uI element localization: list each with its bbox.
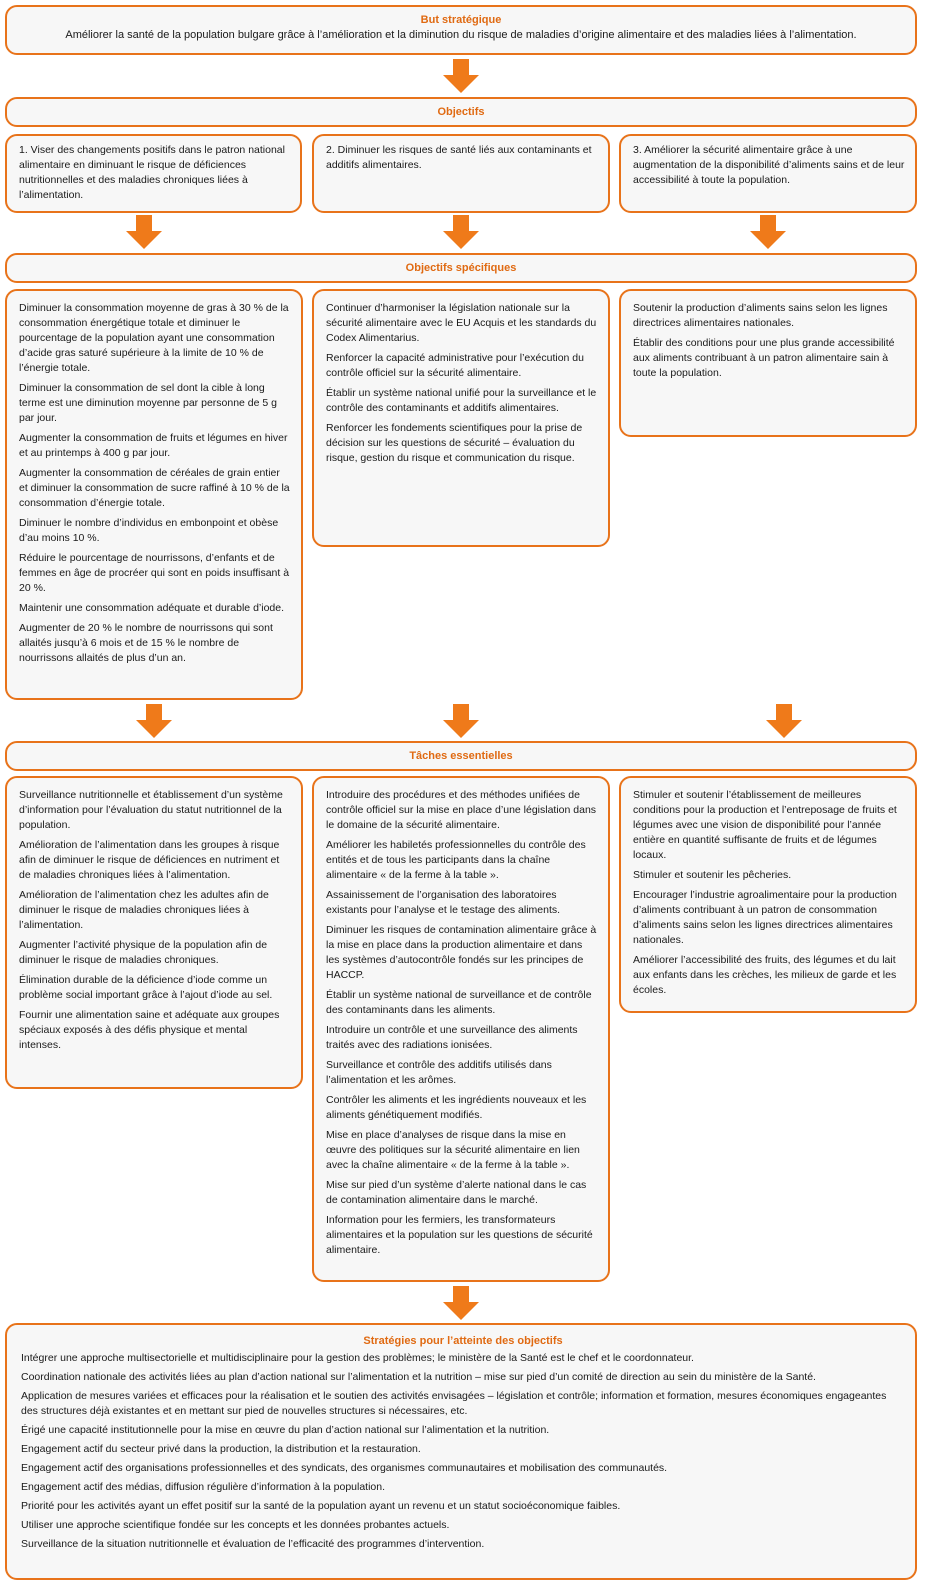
essential-task-item: Encourager l’industrie agroalimentaire pour la production d’aliments contribuant à un patron de consommation d’aliments sains selon les lignes directrices alimentaires nationales. [633,889,897,946]
essential-task-item: Amélioration de l’alimentation dans les groupes à risque afin de diminuer le risque de déficiences en nutriment et de maladies chroniques liées à l’alimentation. [19,839,280,881]
objective-text: 1. Viser des changements positifs dans le patron national alimentaire en diminuant le risque de déficiences nutritionnelles et des maladies chroniques liées à l’alimentation. [19,144,285,201]
down-arrow-icon [766,704,802,738]
strategy-item: Coordination nationale des activités liées au plan d’action national sur l’alimentation et la nutrition – mise sur pied d’un comité de direction au sein du ministère de la Santé. [21,1371,816,1383]
specific-objective-item: Établir des conditions pour une plus grande accessibilité aux aliments contribuant à un patron alimentaire sain à toute la population. [633,337,895,379]
specific-objective-item: Maintenir une consommation adéquate et durable d’iode. [19,602,285,614]
specific-objective-item: Diminuer la consommation moyenne de gras à 30 % de la consommation énergétique totale et diminuer le pourcentage de la population ayant une consommation d’acide gras saturé supérieure à la limite de 10 % de l’énergie totale. [19,302,289,374]
goal-box [5,5,917,55]
essential-task-item: Améliorer l’accessibilité des fruits, des légumes et du lait aux enfants dans les crèches, les milieux de garde et les écoles. [633,954,897,996]
objectives-title: Objectifs [437,106,485,118]
down-arrow-icon [443,215,479,249]
goal-title: But stratégique [420,14,502,26]
specific-objective-item: Soutenir la production d’aliments sains selon les lignes directrices alimentaires nationales. [633,302,888,329]
strategy-item: Priorité pour les activités ayant un effet positif sur la santé de la population ayant un revenu et un statut socioéconomique faibles. [21,1500,621,1512]
specific-objective-item: Établir un système national unifié pour la surveillance et le contrôle des contaminants et additifs alimentaires. [326,387,597,414]
objective-box [619,134,917,213]
specific-objective-item: Continuer d’harmoniser la législation nationale sur la sécurité alimentaire avec le EU Acquis et les standards du Codex Alimentarius. [326,302,597,344]
strategy-item: Surveillance de la situation nutritionnelle et évaluation de l’efficacité des programmes d’intervention. [21,1538,485,1550]
strategy-item: Engagement actif des médias, diffusion régulière d’information à la population. [21,1481,386,1493]
essential-task-item: Contrôler les aliments et les ingrédients nouveaux et les aliments génétiquement modifiés. [326,1094,587,1121]
essential-task-item: Établir un système national de surveillance et de contrôle des contaminants dans les aliments. [326,989,592,1016]
essential-task-item: Stimuler et soutenir les pêcheries. [633,869,792,881]
objective-text: 2. Diminuer les risques de santé liés aux contaminants et additifs alimentaires. [326,144,592,171]
specific-objective-item: Augmenter de 20 % le nombre de nourrissons qui sont allaités jusqu’à 6 mois et de 15 % le nombre de nourrissons allaités de plus d’un an. [19,622,273,664]
down-arrow-icon [443,1286,479,1320]
essential-tasks-header [5,741,917,771]
specific-objective-item: Augmenter la consommation de céréales de grain entier et diminuer la consommation de sucre raffiné à 10 % de la consommation d’énergie totale. [19,467,290,509]
essential-task-item: Stimuler et soutenir l’établissement de meilleures conditions pour la production et l’entreposage de fruits et légumes avec une vision de disponibilité pour l’année entière en quantité suffisante de fruits et de légumes locaux. [633,789,897,861]
objective-box [5,134,302,213]
objectives-header [5,97,917,127]
essential-task-item: Mise sur pied d’un système d’alerte national dans le cas de contamination alimentaire dans le marché. [326,1179,587,1206]
essential-task-item: Assainissement de l’organisation des laboratoires existants pour l’analyse et le testage des aliments. [326,889,561,916]
specific-objective-item: Diminuer la consommation de sel dont la cible à long terme est une diminution moyenne par personne de 5 g par jour. [19,382,277,424]
essential-task-item: Augmenter l’activité physique de la population afin de diminuer le risque de maladies chroniques. [19,939,268,966]
strategy-item: Utiliser une approche scientifique fondée sur les concepts et les données probantes actuels. [21,1519,450,1531]
essential-task-item: Introduire un contrôle et une surveillance des aliments traités avec des radiations ionisées. [326,1024,578,1051]
goal-text: Améliorer la santé de la population bulgare grâce à l’amélioration et la diminution du risque de maladies d’origine alimentaire et des maladies liées à l’alimentation. [65,29,857,41]
strategy-item: Érigé une capacité institutionnelle pour la mise en œuvre du plan d’action national sur l’alimentation et la nutrition. [21,1424,550,1436]
strategy-item: Intégrer une approche multisectorielle et multidisciplinaire pour la gestion des problèmes; le ministère de la Santé est le chef et le coordonnateur. [21,1352,694,1364]
specific-objective-item: Renforcer la capacité administrative pour l’exécution du contrôle officiel sur la sécurité alimentaire. [326,352,584,379]
down-arrow-icon [136,704,172,738]
specific-objectives-col3 [619,289,917,437]
specific-objective-item: Augmenter la consommation de fruits et légumes en hiver et au printemps à 400 g par jour. [19,432,288,459]
strategies-box [5,1323,917,1580]
essential-task-item: Fournir une alimentation saine et adéquate aux groupes spéciaux exposés à des défis physique et mental intenses. [19,1009,280,1051]
down-arrow-icon [750,215,786,249]
essential-task-item: Surveillance nutritionnelle et établissement d’un système d’information pour l’évaluation du statut nutritionnel de la population. [19,789,283,831]
essential-task-item: Information pour les fermiers, les transformateurs alimentaires et la population sur les questions de sécurité alimentaire. [326,1214,593,1256]
specific-objectives-col2 [312,289,610,547]
essential-task-item: Amélioration de l’alimentation chez les adultes afin de diminuer le risque de maladies chroniques liées à l’alimentation. [19,889,269,931]
specific-objective-item: Réduire le pourcentage de nourrissons, d’enfants et de femmes en âge de procréer qui sont en poids insuffisant à 20 %. [19,552,290,594]
essential-task-item: Surveillance et contrôle des additifs utilisés dans l’alimentation et les arômes. [326,1059,552,1086]
strategy-item: Engagement actif des organisations professionnelles et des syndicats, des organismes communautaires et mobilisation des communautés. [21,1462,668,1474]
down-arrow-icon [443,704,479,738]
specific-objectives-col1 [5,289,303,700]
essential-tasks-col1 [5,776,303,1089]
specific-objectives-header [5,253,917,283]
essential-task-item: Introduire des procédures et des méthodes unifiées de contrôle officiel sur la mise en place d’une législation dans le domaine de la sécurité alimentaire. [326,789,597,831]
essential-tasks-col3 [619,776,917,1013]
strategy-item: Engagement actif du secteur privé dans la production, la distribution et la restauration. [21,1443,421,1455]
down-arrow-icon [126,215,162,249]
objective-text: 3. Améliorer la sécurité alimentaire grâce à une augmentation de la disponibilité d’aliments sains et de leur accessibilité à toute la population. [633,144,905,186]
essential-task-item: Améliorer les habiletés professionnelles du contrôle des entités et de tous les participants dans la chaîne alimentaire « de la ferme à la table ». [326,839,586,881]
specific-objective-item: Renforcer les fondements scientifiques pour la prise de décision sur les questions de sécurité – évaluation du risque, gestion du risque et communication du risque. [326,422,583,464]
strategy-item: Application de mesures variées et efficaces pour la réalisation et le soutien des activités envisagées – législation et contrôle; information et formation, mesures économiques engageantes des structures déjà existantes et en mettant sur pied de nouvelles structures si nécessaires, etc. [21,1390,887,1417]
essential-task-item: Élimination durable de la déficience d’iode comme un problème social important grâce à l’ajout d’iode au sel. [19,974,273,1001]
objective-box [312,134,610,213]
down-arrow-icon [443,59,479,93]
strategies-title: Stratégies pour l’atteinte des objectifs [363,1335,563,1347]
essential-task-item: Mise en place d’analyses de risque dans la mise en œuvre des politiques sur la sécurité alimentaire en lien avec la chaîne alimentaire « de la ferme à la table ». [326,1129,580,1171]
essential-tasks-title: Tâches essentielles [409,750,513,762]
specific-objectives-title: Objectifs spécifiques [405,262,517,274]
essential-tasks-col2 [312,776,610,1282]
specific-objective-item: Diminuer le nombre d’individus en embonpoint et obèse d’au moins 10 %. [19,517,279,544]
essential-task-item: Diminuer les risques de contamination alimentaire grâce à la mise en place dans la production alimentaire et dans les systèmes d’autocontrôle fondés sur les principes de HACCP. [326,924,597,981]
